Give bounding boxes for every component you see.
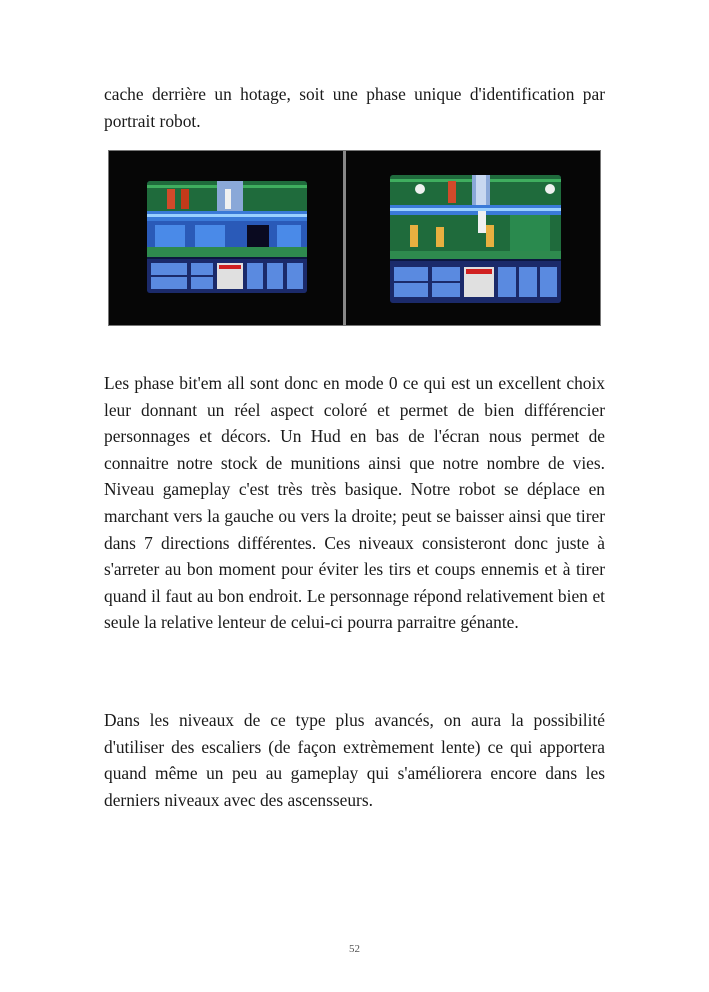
- game-screenshot-left: [109, 151, 343, 325]
- paragraph-advanced-levels: Dans les niveaux de ce type plus avancés, on aura la possibilité d'utiliser des escaliers (de façon extrèmement lente) ce qui apportera quand même un peu au gameplay qui s'améliorera encore dans les derniers niveaux avec des ascensseurs.: [104, 710, 605, 810]
- game-scene-right: [390, 175, 561, 303]
- page-number: 52: [349, 943, 360, 955]
- screenshot-figure: [108, 150, 601, 326]
- paragraph-continuation: cache derrière un hotage, soit une phase unique d'identification par portrait robot.: [104, 84, 605, 131]
- game-scene-left: [147, 181, 307, 293]
- paragraph-bitem-all: Les phase bit'em all sont donc en mode 0 ce qui est un excellent choix leur donnant un réel aspect coloré et permet de bien différencier personnages et décors. Un Hud en bas de l'écran nous permet de connaitre notre stock de munitions ainsi que notre nombre de vies. Niveau gameplay c'est très très basique. Notre robot se déplace en marchant vers la gauche ou vers la droite; peut se baisser ainsi que tirer dans 7 directions différentes. Ces niveaux consisteront donc juste à s'arreter au bon moment pour éviter les tirs et coups ennemis et à tirer quand il faut au bon endroit. Le personnage répond relativement bien et seule la relative lenteur de celui-ci pourra parraitre génante.: [104, 373, 605, 633]
- game-screenshot-right: [346, 151, 600, 325]
